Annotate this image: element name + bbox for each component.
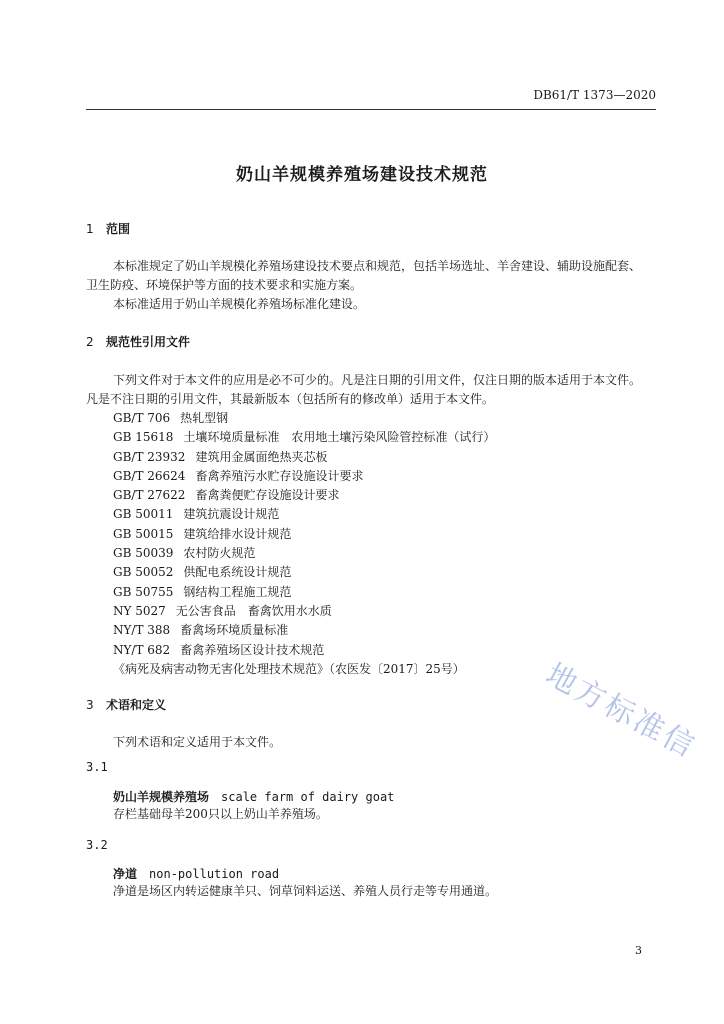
reference-code: NY 5027 [113,603,166,618]
reference-code: GB 50015 [113,526,174,541]
term-definition: 存栏基础母羊200只以上奶山羊养殖场。 [113,807,328,821]
reference-code: GB/T 26624 [113,468,186,483]
reference-title: 《病死及病害动物无害化处理技术规范》（农医发〔2017〕25号） [113,661,465,676]
paragraph: 下列文件对于本文件的应用是必不可少的。凡是注日期的引用文件，仅注日期的版本适用于本文件。 [113,373,642,387]
reference-item [113,467,495,486]
document-title: 奶山羊规模养殖场建设技术规范 [236,165,488,185]
reference-title: 钢结构工程施工规范 [183,584,292,599]
reference-item [113,621,495,640]
reference-code: GB/T 27622 [113,488,186,503]
reference-item [113,641,495,660]
reference-code: NY/T 388 [113,623,171,638]
reference-code: GB/T 23932 [113,449,186,464]
term-chinese: 奶山羊规模养殖场 [113,790,210,804]
doc-code: DB61/T 1373—2020 [533,88,656,102]
term-entry [113,865,279,882]
reference-title: 土壤环境质量标准 农用地土壤污染风险管控标准（试行） [183,430,496,445]
paragraph: 卫生防疫、环境保护等方面的技术要求和实施方案。 [86,278,363,292]
reference-title: 农村防火规范 [183,546,256,561]
reference-item [113,563,495,582]
reference-item [113,448,495,467]
term-number: 3.1 [86,760,108,774]
reference-item [113,544,495,563]
reference-item [113,505,495,524]
reference-item [113,428,495,447]
term-number: 3.2 [86,838,108,852]
reference-item [113,486,495,505]
term-entry [113,788,394,805]
reference-list [113,409,495,679]
paragraph: 本标准规定了奶山羊规模化养殖场建设技术要点和规范，包括羊场选址、羊舍建设、辅助设施配套、 [113,259,642,273]
section-heading-terms: 3 术语和定义 [86,698,167,712]
reference-title: 畜禽养殖污水贮存设施设计要求 [195,468,364,483]
reference-code: GB 50039 [113,546,174,561]
reference-item [113,602,495,621]
term-english: scale farm of dairy goat [221,790,395,804]
reference-code: NY/T 682 [113,642,171,657]
reference-title: 无公害食品 畜禽饮用水水质 [175,603,332,618]
section-heading-normative-references: 2 规范性引用文件 [86,335,191,349]
reference-title: 建筑给排水设计规范 [183,526,292,541]
reference-item [113,660,495,679]
reference-title: 建筑抗震设计规范 [183,507,280,522]
reference-title: 畜禽场环境质量标准 [180,623,289,638]
reference-code: GB 50011 [113,507,174,522]
header-rule [86,109,656,110]
term-english: non-pollution road [149,867,280,881]
reference-title: 畜禽养殖场区设计技术规范 [180,642,325,657]
reference-code: GB/T 706 [113,411,171,425]
reference-item [113,525,495,544]
reference-code: GB 50052 [113,565,174,580]
reference-title: 建筑用金属面绝热夹芯板 [195,449,328,464]
watermark: 地方标准信 [539,657,702,766]
term-definition: 净道是场区内转运健康羊只、饲草饲料运送、养殖人员行走等专用通道。 [113,884,498,898]
paragraph: 凡是不注日期的引用文件，其最新版本（包括所有的修改单）适用于本文件。 [86,392,495,406]
paragraph: 本标准适用于奶山羊规模化养殖场标准化建设。 [113,297,366,311]
paragraph: 下列术语和定义适用于本文件。 [113,735,282,749]
reference-title: 畜禽粪便贮存设施设计要求 [195,488,340,503]
reference-title: 热轧型钢 [180,411,229,425]
reference-title: 供配电系统设计规范 [183,565,292,580]
reference-code: GB 50755 [113,584,174,599]
reference-item [113,583,495,602]
reference-item [113,409,495,428]
reference-code: GB 15618 [113,430,174,445]
term-chinese: 净道 [113,867,138,881]
page-number: 3 [635,944,642,957]
section-heading-scope: 1 范围 [86,222,131,236]
